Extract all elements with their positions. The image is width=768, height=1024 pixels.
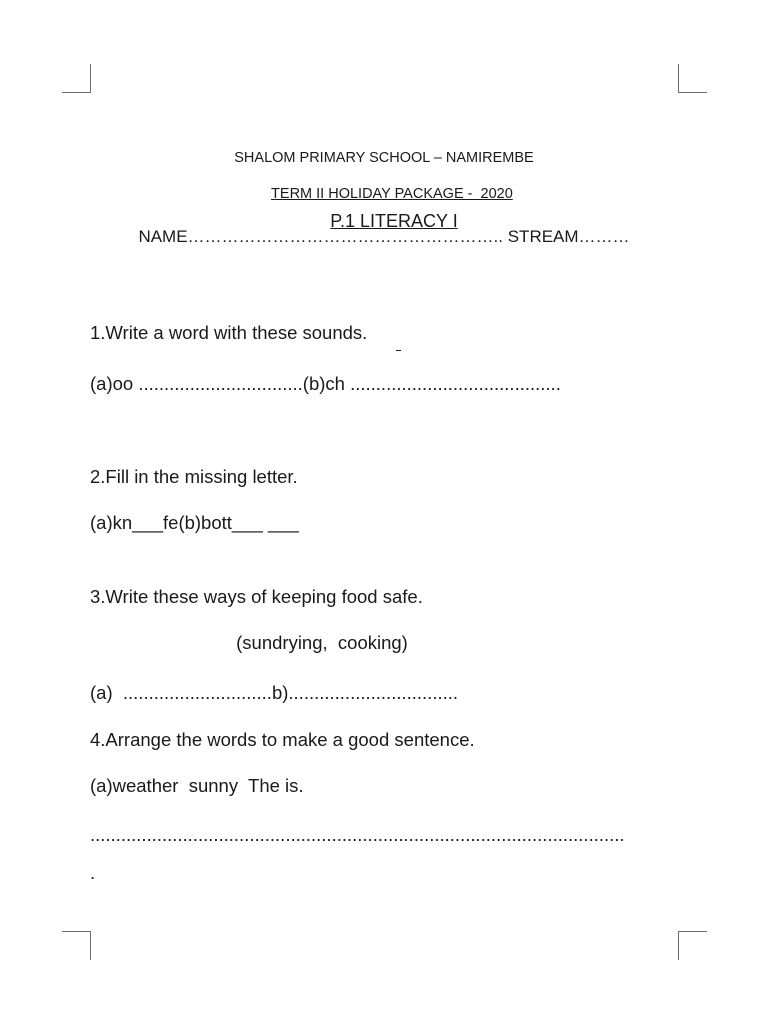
question-3-answer-line[interactable]: (a) .............................b).................................	[90, 682, 459, 703]
question-4-words: (a)weather sunny The is.	[90, 775, 304, 796]
subject-title-text: P.1 LITERACY I	[330, 211, 458, 231]
question-4-prompt: 4.Arrange the words to make a good sentence.	[90, 729, 475, 750]
question-1-answer-line[interactable]: (a)oo ................................(b)ch .........................................	[90, 373, 561, 394]
crop-mark-bottom-left	[62, 931, 91, 960]
name-stream-line: NAME……………………………………………….. STREAM………	[138, 227, 630, 246]
crop-mark-bottom-right	[678, 931, 707, 960]
term-title-text: TERM II HOLIDAY PACKAGE - 2020	[271, 186, 513, 202]
question-3-prompt: 3.Write these ways of keeping food safe.	[90, 586, 423, 607]
question-4-answer-line[interactable]: ........................................................................................................	[90, 824, 625, 845]
school-name: SHALOM PRIMARY SCHOOL – NAMIREMBE	[234, 150, 534, 166]
crop-mark-top-left	[62, 64, 91, 93]
question-4-answer-end: .	[90, 862, 96, 883]
question-2-answer-line[interactable]: (a)kn___fe(b)bott___ ___	[90, 512, 299, 533]
question-2-prompt: 2.Fill in the missing letter.	[90, 466, 298, 487]
question-1-prompt: 1.Write a word with these sounds.	[90, 322, 368, 343]
stray-mark	[396, 350, 401, 351]
crop-mark-top-right	[678, 64, 707, 93]
question-3-options: (sundrying, cooking)	[236, 632, 408, 653]
